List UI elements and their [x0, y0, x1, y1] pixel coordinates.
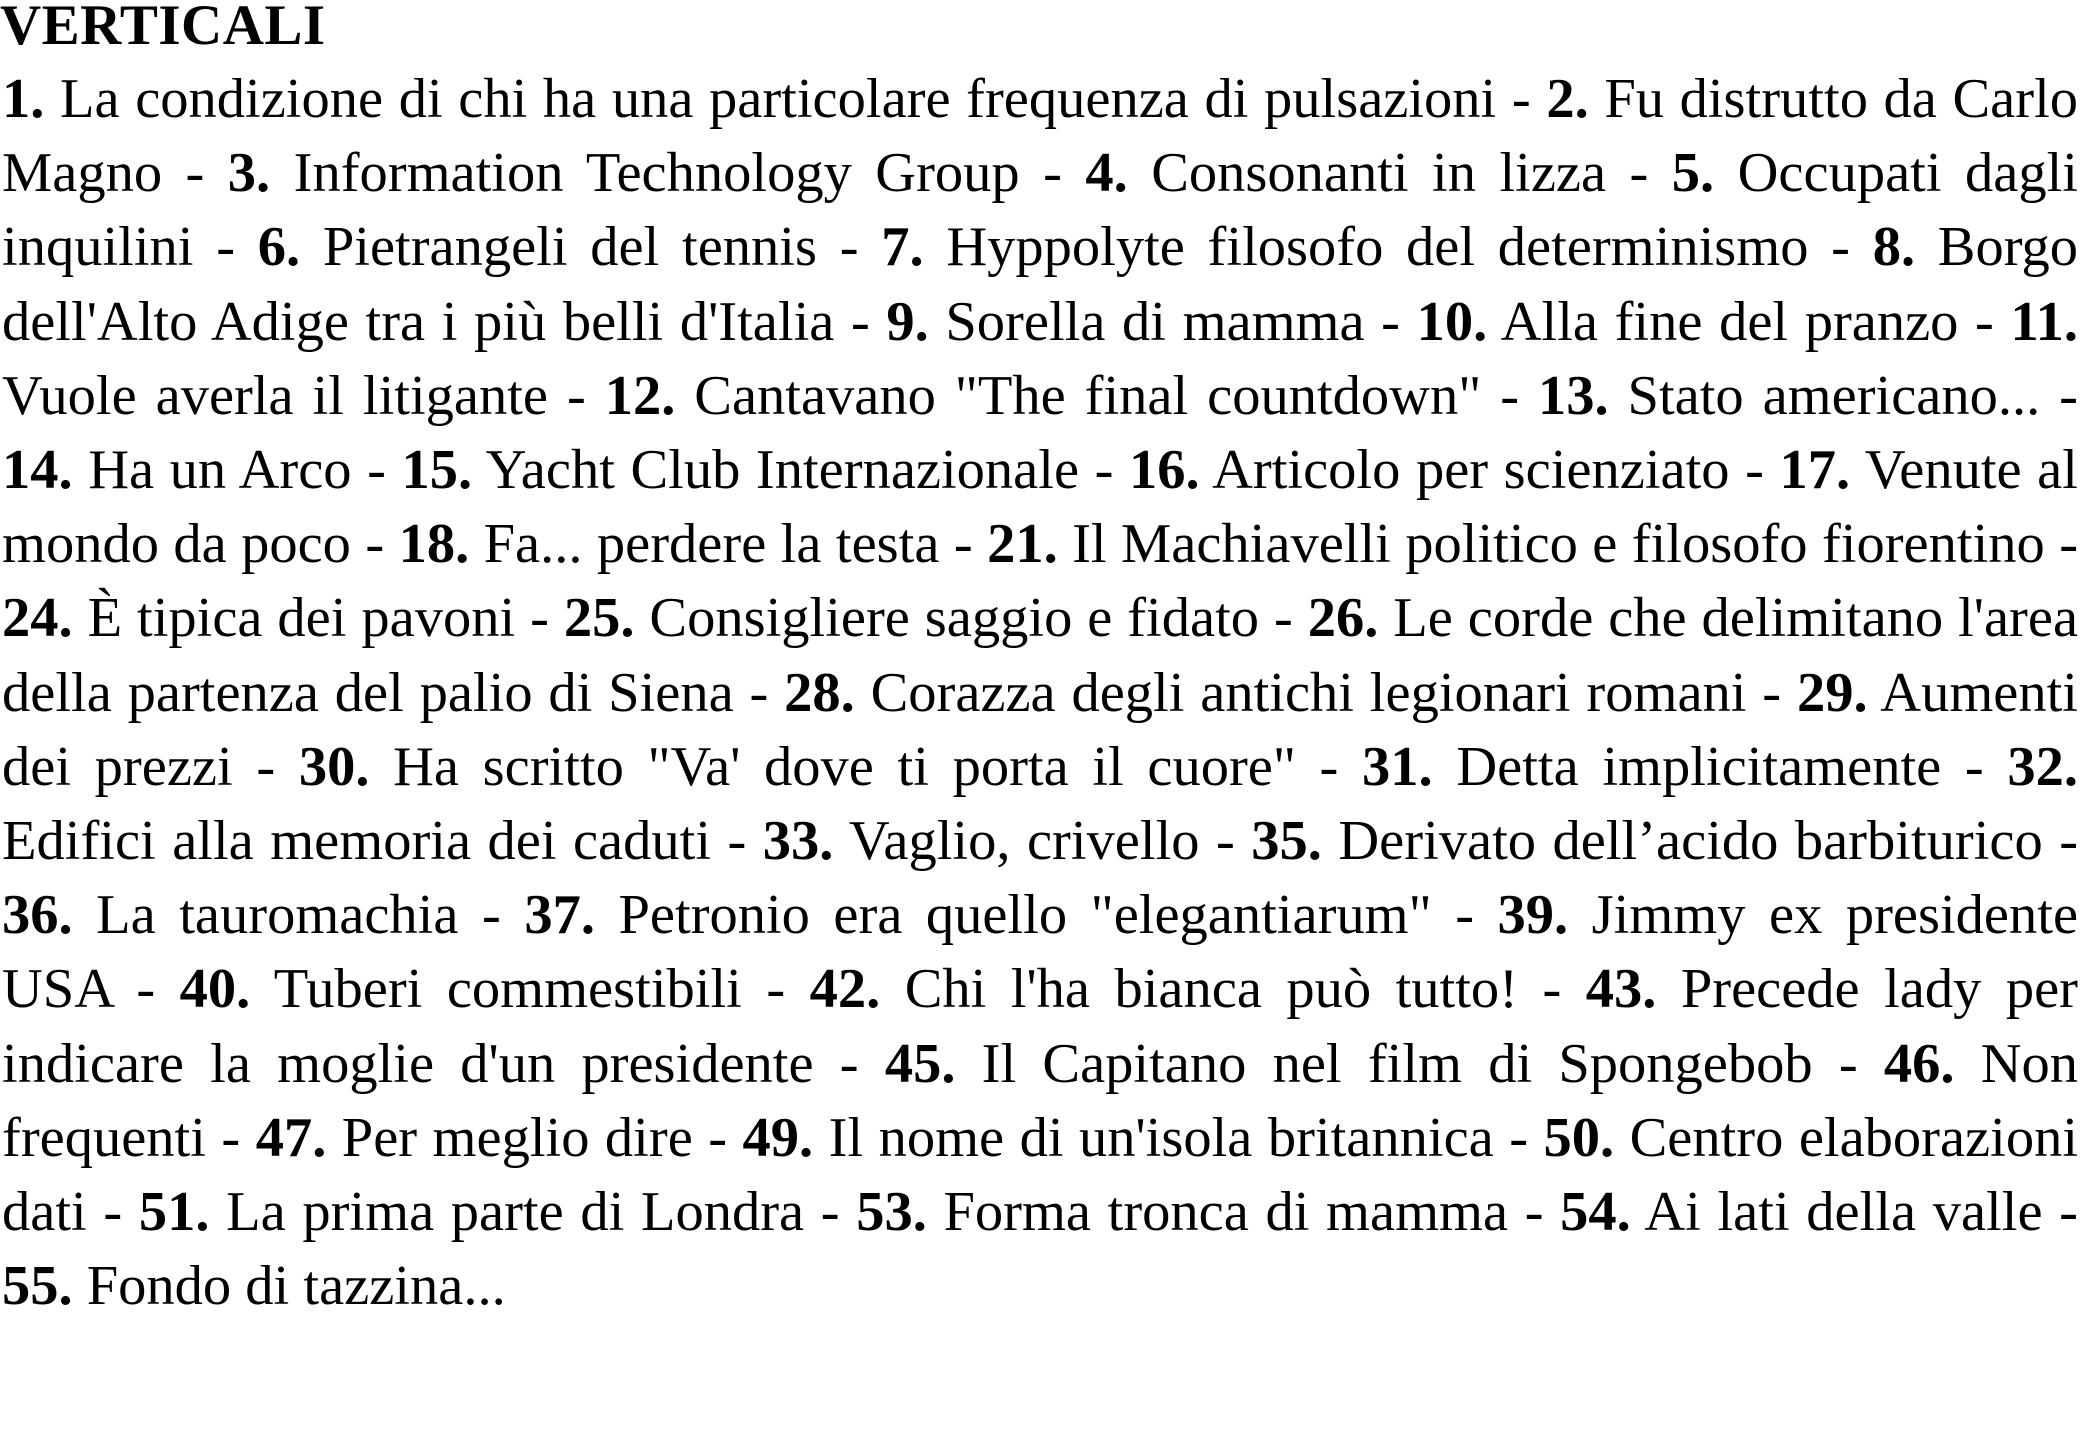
clue-item [1085, 142, 1606, 204]
clue-item [1538, 365, 2040, 427]
clue-number: 10. [1416, 290, 1488, 353]
clue-item [1251, 810, 2042, 872]
clue-number: 51. [138, 1181, 210, 1244]
clue-item [564, 587, 1259, 649]
clue-item [399, 513, 940, 575]
clue-item [763, 810, 1200, 872]
clue-text: Tuberi commestibili [273, 958, 742, 1021]
clue-item [881, 216, 1808, 278]
clue-item [743, 1107, 1494, 1169]
clue-text: Il Capitano nel film di Spongebob [981, 1032, 1813, 1095]
clue-text: Fondo di tazzina... [86, 1255, 506, 1318]
clue-number: 33. [762, 810, 834, 873]
clue-number: 13. [1537, 364, 1609, 427]
clue-item [886, 291, 1364, 353]
clue-separator: - [86, 1181, 139, 1244]
clue-separator: - [548, 364, 605, 427]
clue-separator: - [1493, 1106, 1544, 1169]
clue-text: Precede lady per indicare la moglie d'un presidente [2, 958, 2078, 1095]
clue-item [1417, 291, 1959, 353]
clue-number: 6. [257, 216, 301, 279]
clue-text: Centro elaborazioni dati [2, 1106, 2079, 1244]
clue-text: Vuole averla il litigante [2, 364, 549, 427]
clue-number: 53. [856, 1181, 927, 1244]
clue-number: 2. [1546, 68, 1589, 130]
clue-item [402, 439, 1080, 501]
clue-text: Edifici alla memoria dei caduti [2, 810, 712, 873]
clue-number: 5. [1671, 142, 1715, 205]
clue-item [987, 513, 2045, 575]
clue-separator: - [1808, 216, 1873, 279]
clue-number: 31. [1362, 735, 1433, 798]
clue-number: 12. [604, 364, 676, 427]
clue-text: Petronio era quello "elegantiarum" [618, 884, 1432, 947]
clue-separator: - [692, 1106, 743, 1169]
clue-number: 8. [1872, 216, 1916, 279]
clue-item [139, 1181, 804, 1243]
clue-separator: - [1295, 735, 1363, 798]
clue-list [2, 62, 2078, 1323]
clue-separator: - [1729, 439, 1780, 502]
clue-text: Le corde che delimitano l'area della partenza del palio di Siena [2, 587, 2079, 724]
clue-number: 15. [401, 439, 473, 502]
clue-text: Il nome di un'isola britannica [828, 1106, 1494, 1169]
clue-number: 11. [2010, 290, 2078, 353]
clue-text: La tauromachia [96, 884, 459, 947]
clue-text: Hyppolyte filosofo del determinismo [946, 216, 1809, 279]
clue-separator: - [2042, 810, 2079, 873]
clue-separator: - [1079, 439, 1129, 502]
clue-number: 40. [179, 958, 251, 1021]
clue-item [2, 884, 458, 946]
clue-number: 17. [1779, 439, 1851, 502]
clue-item [605, 365, 1482, 427]
clue-text: Occupati dagli inquilini [2, 142, 2078, 279]
clue-separator: - [1481, 364, 1538, 427]
clue-number: 50. [1543, 1106, 1615, 1169]
clue-separator: - [834, 290, 887, 353]
clue-item [1129, 439, 1730, 501]
clue-number: 29. [1796, 661, 1868, 724]
clue-separator: - [1606, 142, 1672, 205]
clue-separator: - [2044, 513, 2079, 576]
clue-item [299, 736, 1296, 798]
clue-text: Pietrangeli del tennis [322, 216, 817, 279]
clue-separator: - [162, 142, 228, 205]
clue-separator: - [111, 958, 180, 1021]
clue-text: Consigliere saggio e fidato [649, 587, 1260, 650]
clue-item [810, 958, 1518, 1020]
clue-number: 37. [524, 884, 595, 947]
clue-item [524, 884, 1431, 946]
clue-number: 35. [1251, 810, 1322, 873]
clue-text: Articolo per scienziato [1212, 439, 1730, 502]
clue-number: 7. [881, 216, 924, 279]
clue-number: 30. [298, 735, 370, 798]
clue-item [885, 1033, 1813, 1095]
clue-text: Alla fine del pranzo [1500, 290, 1959, 353]
clue-separator: - [458, 884, 525, 947]
clue-separator: - [741, 958, 810, 1021]
clue-number: 46. [1883, 1032, 1955, 1095]
clue-separator: - [711, 810, 763, 873]
clue-text: Information Technology Group [293, 142, 1020, 205]
clue-text: Per meglio dire [341, 1106, 693, 1169]
clue-item [2, 439, 352, 501]
clue-number: 45. [884, 1032, 956, 1095]
clue-text: Corazza degli antichi legionari romani [870, 661, 1747, 724]
clue-text: Il Machiavelli politico e filosofo fiorentino [1072, 513, 2045, 576]
clue-separator: - [1517, 958, 1586, 1021]
clue-separator: - [515, 587, 564, 650]
clue-separator: - [1746, 661, 1797, 724]
clue-number: 26. [1307, 587, 1379, 650]
clue-separator: - [2040, 364, 2078, 427]
clue-separator: - [733, 661, 785, 724]
clue-separator: - [1941, 735, 2008, 798]
clue-separator: - [232, 735, 299, 798]
clue-separator: - [939, 513, 988, 576]
clue-separator: - [1364, 290, 1417, 353]
clue-number: 18. [398, 513, 470, 576]
clue-number: 14. [2, 439, 73, 502]
clue-number: 55. [2, 1255, 73, 1318]
clue-item [258, 216, 817, 278]
clue-text: Ai lati della valle [1644, 1181, 2043, 1244]
clue-text: È tipica dei pavoni [87, 587, 516, 650]
clue-separator: - [1259, 587, 1308, 650]
clue-item [1560, 1181, 2042, 1243]
clue-item [2, 587, 515, 649]
clue-separator: - [1958, 290, 2011, 353]
clue-text: Ha scritto "Va' dove ti porta il cuore" [393, 735, 1296, 798]
clue-number: 3. [227, 142, 271, 205]
clue-number: 39. [1497, 884, 1569, 947]
clue-separator: - [1431, 884, 1498, 947]
clue-separator: - [350, 513, 399, 576]
clue-number: 21. [987, 513, 1058, 576]
clue-separator: - [1812, 1032, 1884, 1095]
clue-text: Chi l'ha bianca può tutto! [904, 958, 1518, 1021]
clue-number: 32. [2007, 735, 2078, 798]
clue-number: 9. [886, 290, 929, 353]
clue-separator: - [813, 1032, 885, 1095]
clue-text: Ha un Arco [88, 439, 352, 502]
clue-separator: - [817, 216, 882, 279]
clue-number: 24. [2, 587, 73, 650]
clue-item [228, 142, 1020, 204]
clue-separator: - [1496, 68, 1547, 130]
clue-separator: - [804, 1181, 857, 1244]
clue-text: Fu distrutto da Carlo Magno [2, 68, 2079, 205]
clue-number: 54. [1560, 1181, 1631, 1244]
clue-number: 1. [2, 68, 45, 130]
clue-text: Consonanti in lizza [1151, 142, 1607, 205]
clue-item [180, 958, 742, 1020]
clue-number: 42. [809, 958, 881, 1021]
clue-separator: - [1019, 142, 1086, 205]
clue-text: La condizione di chi ha una particolare frequenza di pulsazioni [60, 68, 1497, 130]
clue-text: Jimmy ex presidente USA [2, 884, 2079, 1021]
clue-separator: - [1508, 1181, 1561, 1244]
clue-text: Non frequenti [2, 1032, 2078, 1169]
clue-separator: - [205, 1106, 256, 1169]
clue-text: Yacht Club Internazionale [485, 439, 1080, 502]
clue-number: 4. [1085, 142, 1128, 205]
clue-item [2, 68, 1496, 130]
clue-number: 43. [1585, 958, 1657, 1021]
clue-item [856, 1181, 1508, 1243]
clue-text: Fa... perdere la testa [483, 513, 940, 576]
clue-text: La prima parte di Londra [226, 1181, 805, 1244]
clue-item [784, 662, 1746, 724]
clue-text: Borgo dell'Alto Adige tra i più belli d'Italia [2, 216, 2079, 353]
clue-item [2, 1255, 506, 1317]
clue-separator: - [2042, 1181, 2078, 1244]
clue-text: Vaglio, crivello [848, 810, 1200, 873]
clue-number: 28. [784, 661, 855, 724]
clue-item [1362, 736, 1941, 798]
clue-number: 36. [2, 884, 73, 947]
clue-text: Derivato dell’acido barbiturico [1338, 810, 2043, 873]
clue-text: Cantavano "The final countdown" [694, 364, 1482, 427]
clue-separator: - [1199, 810, 1252, 873]
clue-number: 25. [563, 587, 635, 650]
clue-item [256, 1107, 693, 1169]
clue-separator: - [351, 439, 402, 502]
clue-text: Venute al mondo da poco [2, 439, 2078, 576]
clue-text: Stato americano... [1627, 364, 2041, 427]
clue-text: Detta implicitamente [1456, 735, 1942, 798]
clue-text: Sorella di mamma [945, 290, 1365, 353]
clue-number: 16. [1129, 439, 1200, 502]
clue-separator: - [193, 216, 258, 279]
clue-text: Aumenti dei prezzi [2, 661, 2078, 798]
clue-text: Forma tronca di mamma [943, 1181, 1509, 1244]
clue-number: 47. [255, 1106, 327, 1169]
section-heading: VERTICALI [0, 0, 326, 57]
clue-number: 49. [742, 1106, 814, 1169]
